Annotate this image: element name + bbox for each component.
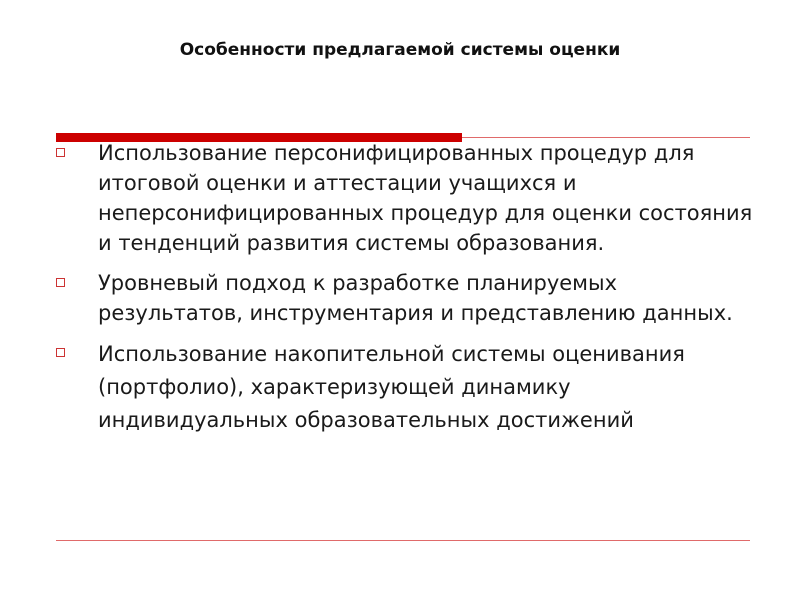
square-bullet-icon xyxy=(56,278,65,287)
slide-title: Особенности предлагаемой системы оценки xyxy=(179,40,621,60)
bullet-text: Использование персонифицированных процедур для итоговой оценки и аттестации учащихся и неперсонифицированных процедур для оценки состояния и тенденций развития системы образования. xyxy=(98,141,753,255)
bullet-text: Использование накопительной системы оценивания (портфолио), характеризующей динамику индивидуальных образовательных достижений xyxy=(98,342,685,432)
bullet-list xyxy=(56,138,756,447)
bullet-text: Уровневый подход к разработке планируемых результатов, инструментария и представлению данных. xyxy=(98,271,733,325)
bullet-item xyxy=(56,138,756,258)
square-bullet-icon xyxy=(56,348,65,357)
bullet-item xyxy=(56,338,756,437)
square-bullet-icon xyxy=(56,148,65,157)
bottom-divider-line xyxy=(56,540,750,541)
bullet-item xyxy=(56,268,756,328)
